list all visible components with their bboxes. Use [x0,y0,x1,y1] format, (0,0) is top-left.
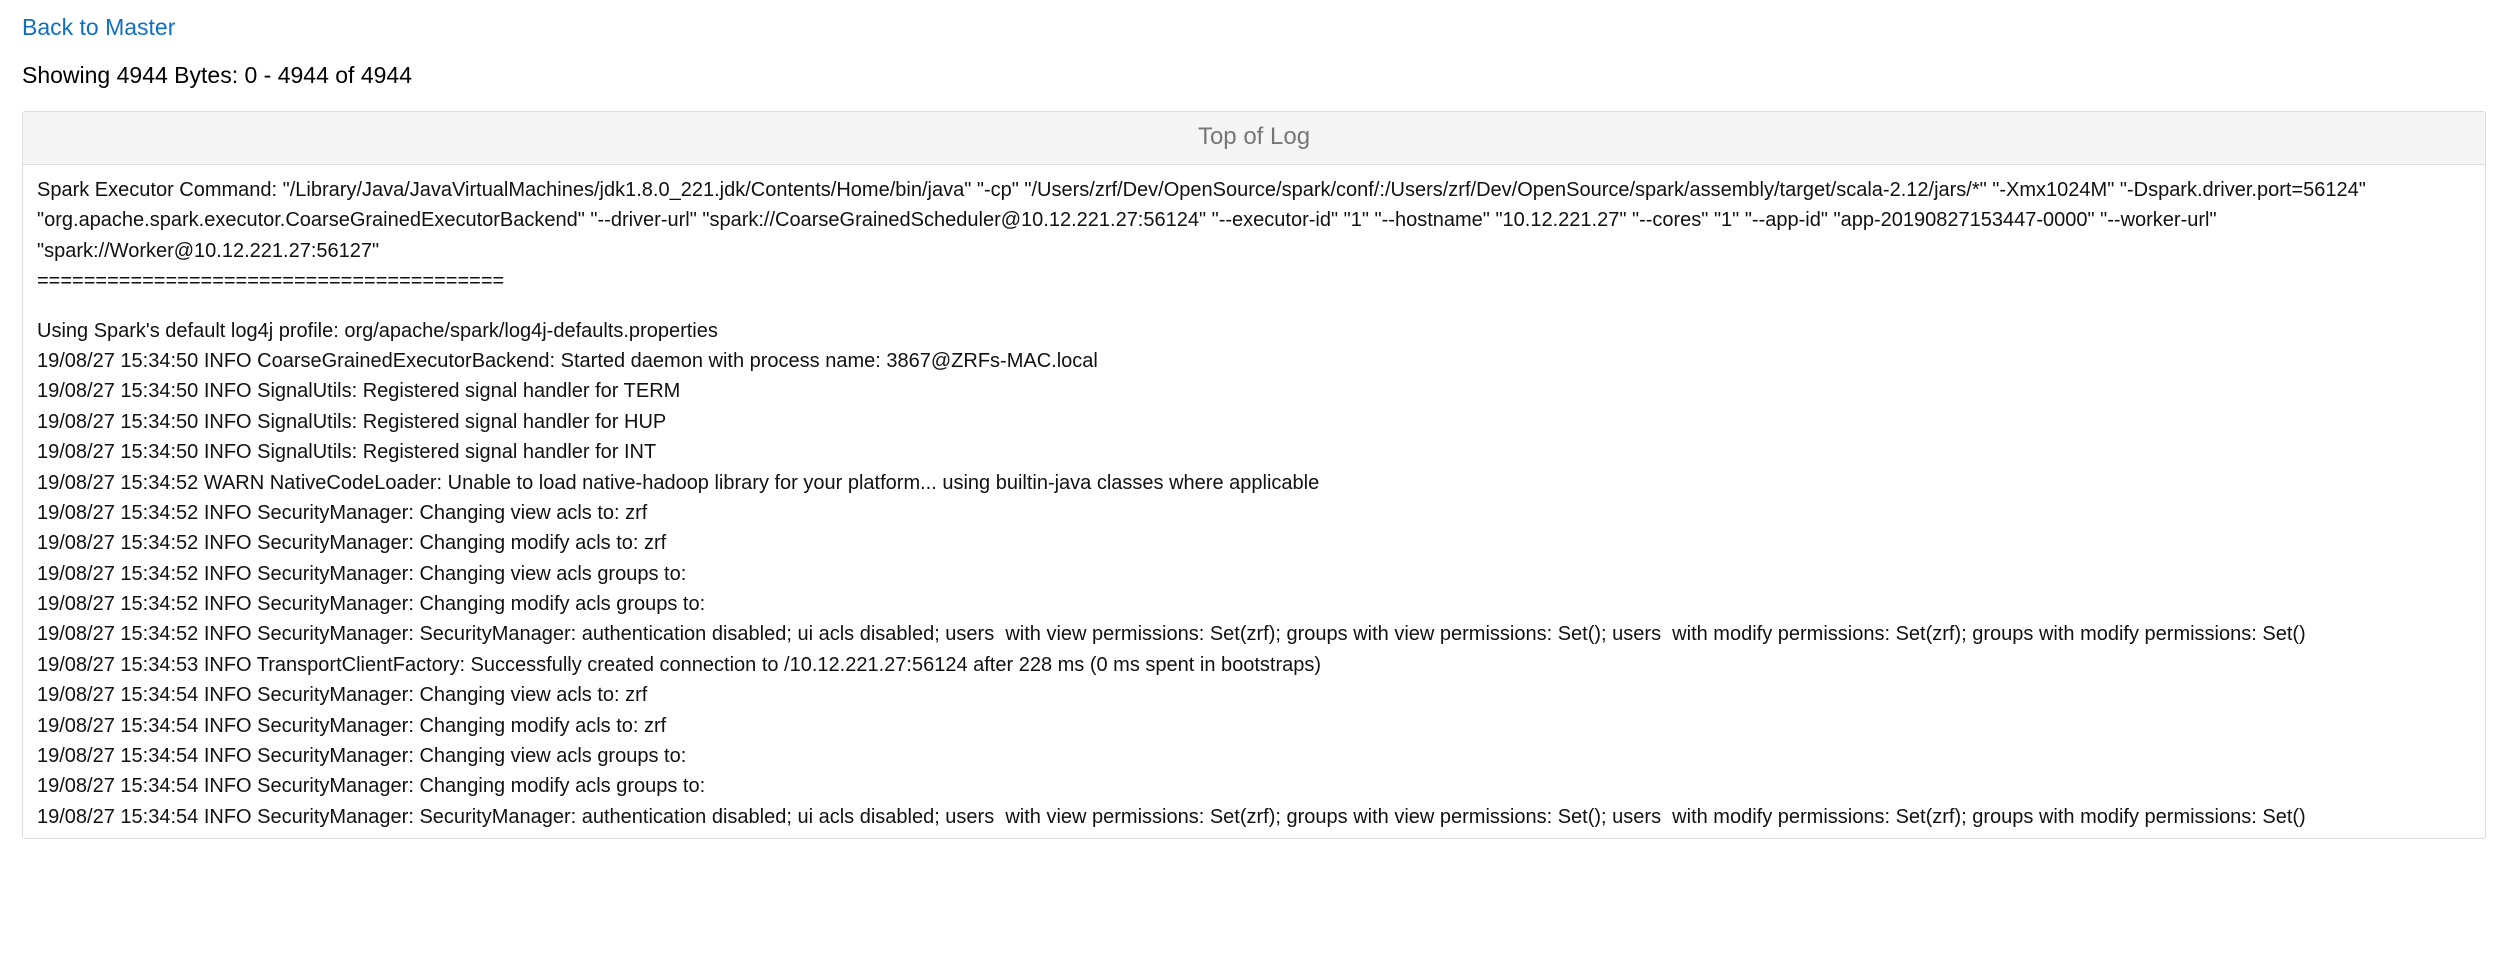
log-line: 19/08/27 15:34:50 INFO SignalUtils: Registered signal handler for INT [37,441,657,464]
log-line: Using Spark's default log4j profile: org/apache/spark/log4j-defaults.properties [37,319,718,342]
log-line: 19/08/27 15:34:52 WARN NativeCodeLoader: Unable to load native-hadoop library for your platform... using builtin-java classes where applicable [37,471,1320,494]
log-line: 19/08/27 15:34:52 INFO SecurityManager: Changing modify acls groups to: [37,593,706,616]
log-line [37,297,2471,316]
log-line: 19/08/27 15:34:54 INFO SecurityManager: SecurityManager: authentication disabled; ui acls disabled; users with view permissions: Set(zrf); groups with view permissions: Set(); users with modify permissions: Set(zrf); groups with modify permissions: Set() [37,805,2306,828]
log-line: 19/08/27 15:34:50 INFO CoarseGrainedExecutorBackend: Started daemon with process name: 3867@ZRFs-MAC.local [37,349,1098,372]
log-line: 19/08/27 15:34:52 INFO SecurityManager: SecurityManager: authentication disabled; ui acls disabled; users with view permissions: Set(zrf); groups with view permissions: Set(); users with modify permissions: Set(zrf); groups with modify permissions: Set() [37,623,2306,646]
log-body[interactable] [23,165,2485,838]
showing-bytes-status: Showing 4944 Bytes: 0 - 4944 of 4944 [22,61,413,88]
log-line: 19/08/27 15:34:54 INFO SecurityManager: Changing modify acls to: zrf [37,714,667,737]
log-line: Spark Executor Command: "/Library/Java/JavaVirtualMachines/jdk1.8.0_221.jdk/Contents/Home/bin/java" "-cp" "/Users/zrf/Dev/OpenSource/spark/conf/:/Users/zrf/Dev/OpenSource/spark/assembly/target/scala-2.12/jars/*" "-Xmx1024M" "-Dspark.driver.port=56124" "org.apache.spark.executor.CoarseGrainedExecutorBackend" "--driver-url" "spark://CoarseGrainedScheduler@10.12.221.27:56124" "--executor-id" "1" "--hostname" "10.12.221.27" "--cores" "1" "--app-id" "app-20190827153447-0000" "--worker-url" "spark://Worker@10.12.221.27:56127" [37,178,2372,262]
log-line: 19/08/27 15:34:50 INFO SignalUtils: Registered signal handler for HUP [37,410,667,433]
log-line: 19/08/27 15:34:50 INFO SignalUtils: Registered signal handler for TERM [37,380,681,403]
log-panel [22,111,2486,839]
log-line: 19/08/27 15:34:54 INFO SecurityManager: Changing modify acls groups to: [37,775,706,798]
log-panel-header: Top of Log [23,112,2485,165]
log-line: 19/08/27 15:34:54 INFO SecurityManager: Changing view acls to: zrf [37,684,648,707]
log-line: 19/08/27 15:34:54 INFO SecurityManager: Changing view acls groups to: [37,745,687,768]
log-line: ======================================== [37,270,505,293]
log-line: 19/08/27 15:34:53 INFO TransportClientFactory: Successfully created connection to /10.12.221.27:56124 after 228 ms (0 ms spent in bootstraps) [37,653,1322,676]
log-line: 19/08/27 15:34:52 INFO SecurityManager: Changing view acls groups to: [37,562,687,585]
back-to-master-link[interactable]: Back to Master [22,14,176,40]
log-line: 19/08/27 15:34:52 INFO SecurityManager: Changing view acls to: zrf [37,501,648,524]
log-line: 19/08/27 15:34:52 INFO SecurityManager: Changing modify acls to: zrf [37,532,667,555]
